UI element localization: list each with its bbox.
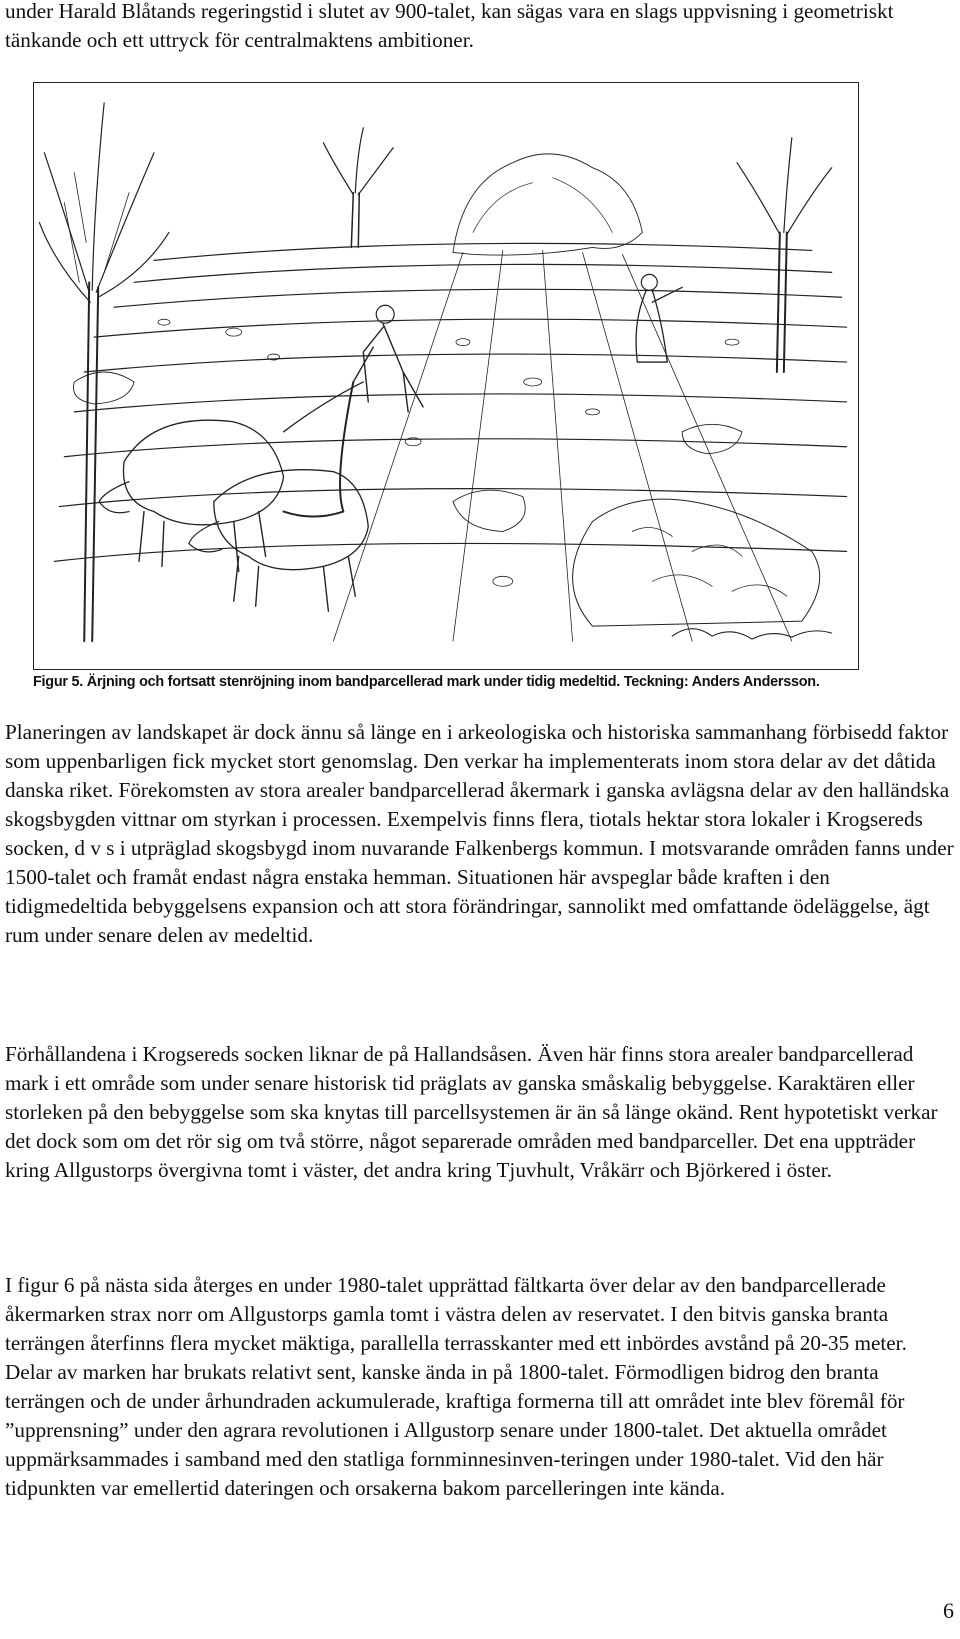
body-paragraph-2: Förhållandena i Krogsereds socken liknar de på Hallandsåsen. Även här finns stora arealer bandparcellerad mark i ett område som under senare historisk tid präglats av ganska småskalig bebyggelse. Karaktären eller storleken på den bebyggelse som ska knytas till parcellsystemen är än så länge okänd. Rent hypotetiskt verkar det dock som om det rör sig om två större, något separerade områden med bandparceller. Det ena uppträder kring Allgustorps övergivna tomt i väster, det andra kring Tjuvhult, Vråkärr och Björkered i öster. (5, 1042, 938, 1182)
intro-paragraph: under Harald Blåtands regeringstid i slutet av 900-talet, kan sägas vara en slags uppvisning i geometriskt tänkande och ett uttryck för centralmaktens ambitioner. (5, 0, 894, 52)
figure-illustration (33, 82, 859, 670)
plowing-field-drawing (34, 83, 858, 669)
figure-caption: Figur 5. Ärjning och fortsatt stenröjning inom bandparcellerad mark under tidig medeltid. Teckning: Anders Andersson. (33, 674, 820, 690)
body-paragraph-3: I figur 6 på nästa sida återges en under 1980-talet upprättad fältkarta över delar av den bandparcellerade åkermarken strax norr om Allgustorps gamla tomt i västra delen av reservatet. I den bitvis ganska branta terrängen återfinns flera mycket mäktiga, parallella terrasskanter med ett inbördes avstånd på 20-35 meter. Delar av marken har brukats relativt sent, kanske ända in på 1800-talet. Förmodligen bidrog den branta terrängen och de under århundraden ackumulerade, kraftiga formerna till att området inte blev föremål för ”upprensning” under den agrara revolutionen i Allgustorp senare under 1800-talet. Det aktuella området uppmärksammades i samband med den statliga fornminnesinven-teringen under 1980-talet. Vid den här tidpunkten var emellertid dateringen och orsakerna bakom parcelleringen inte kända. (5, 1273, 907, 1500)
page-number: 6 (943, 1598, 954, 1623)
body-paragraph-1: Planeringen av landskapet är dock ännu så länge en i arkeologiska och historiska sammanhang förbisedd faktor som uppenbarligen fick mycket stort genomslag. Den verkar ha implementerats inom stora delar av det dåtida danska riket. Förekomsten av stora arealer bandparcellerad åkermark i ganska avlägsna delar av den halländska skogsbygden vittnar om styrkan i processen. Exempelvis finns flera, tiotals hektar stora lokaler i Krogsereds socken, d v s i utpräglad skogsbygd inom nuvarande Falkenbergs kommun. I motsvarande områden fanns under 1500-talet och framåt endast några enstaka hemman. Situationen här avspeglar både kraften i den tidigmedeltida bebyggelsens expansion och att stora förändringar, sannolikt med omfattande ödeläggelse, ägt rum under senare delen av medeltid. (5, 720, 954, 947)
